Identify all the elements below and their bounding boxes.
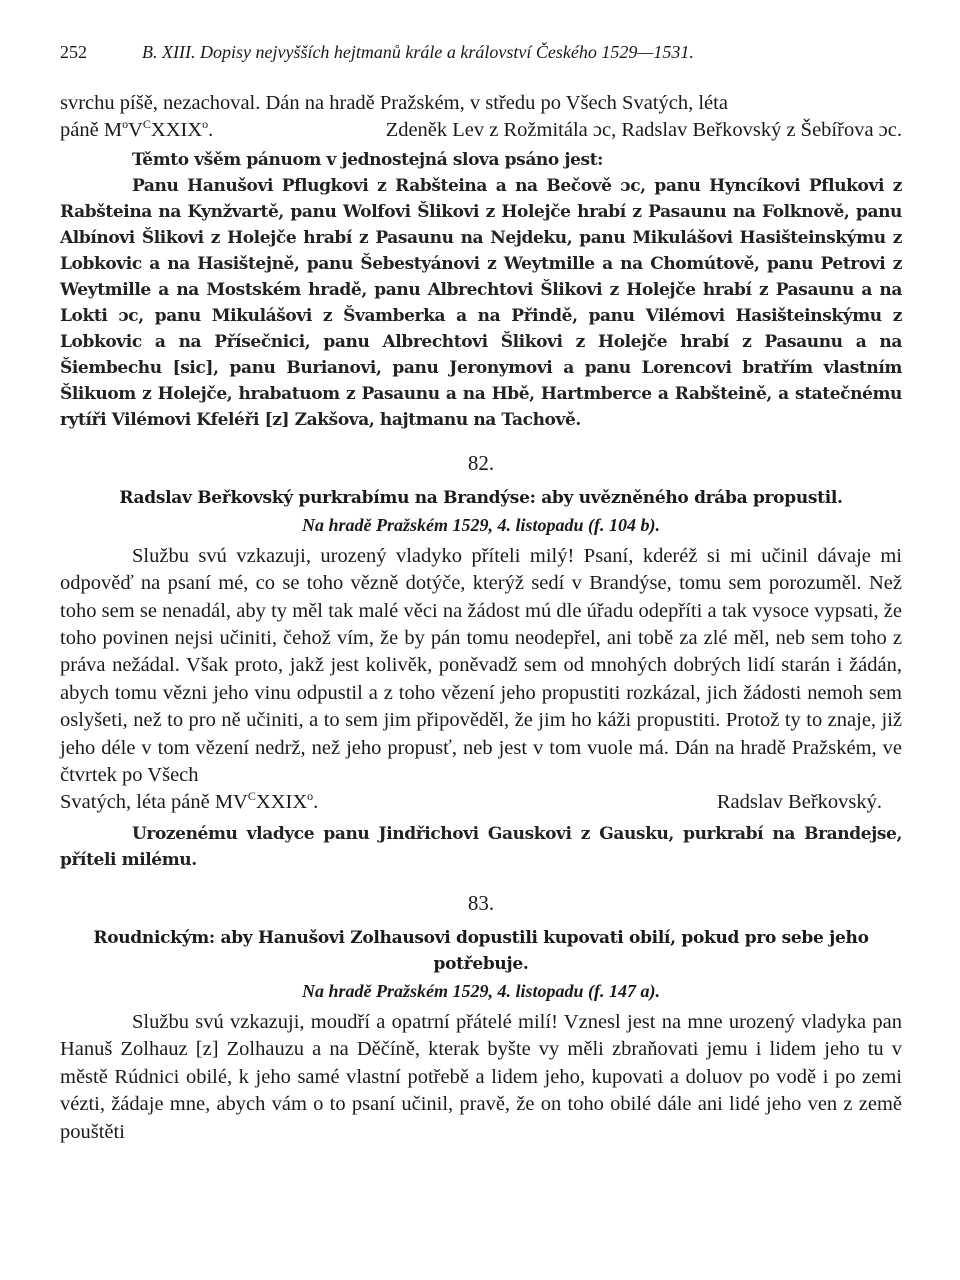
letter-83-number: 83. bbox=[467, 890, 495, 915]
letter-82-address-text: Urozenému vladyce panu Jindřichovi Gauskovi z Gausku, purkrabí na Brandejse, příteli milému. bbox=[60, 823, 902, 870]
page-number: 252 bbox=[60, 42, 87, 62]
letter-82-date-sup: C bbox=[247, 789, 256, 804]
letter-82-closing-line bbox=[60, 789, 902, 816]
letter-83-rubric: Roudnickým: aby Hanušovi Zolhausovi dopustili kupovati obilí, pokud pro sebe jeho potřebuje. bbox=[93, 927, 869, 974]
letter-82-body bbox=[60, 543, 902, 817]
intro-date-sup: o bbox=[122, 117, 129, 132]
address-recipients: Panu Hanušovi Pflugkovi z Rabšteina a na Bečově ɔc, panu Hyncíkovi Pflukovi z Rabšteina na Kynžvartě, panu Wolfovi Šlikovi z Holejče hrabí z Pasaunu na Folknově, panu Albínovi Šlikovi z Holejče hrabí z Pasaunu na Nejdeku, panu Mikulášovi Hasišteinskýmu z Lobkovic a na Hasištejně, panu Šebestyánovi z Weytmille a na Chomútově, panu Petrovi z Weytmille a na Mostském hradě, panu Albrechtovi Šlikovi z Holejče hrabí z Pasaunu a na Lokti ɔc, panu Mikulášovi z Švamberka a na Přindě, panu Vilémovi Hasišteinskýmu z Lobkovic a na Přísečnici, panu Albrechtovi Šlikovi z Holejče hrabí z Pasaunu a na Šiembechu [sic], panu Burianovi, panu Jeronymovi a panu Lorencovi bratřím vlastním Šlikuom z Holejče, hrabatuom z Pasaunu a na Hbě, Hartmberce a Rabšteině, a statečnému rytíři Vilémovi Kfeléři [z] Zakšova, hajtmanu na Tachově. bbox=[60, 175, 902, 430]
intro-date-part: . bbox=[208, 119, 214, 142]
letter-83-text: Službu svú vzkazuji, moudří a opatrní přátelé milí! Vznesl jest na mne urozený vladyka pan Hanuš Zolhauz [z] Zolhauzu a na Děčíně, kterak byšte vy měli zbraňovati jemu i lidem jeho tu v městě Rúdnici obilé, k jeho samé vlastní potřebě a lidem jeho, kupovati a doluov po vodě i po zemi vézti, žádaje mne, abych vám o to psaní učinil, pravě, že on toho obilé dále ani lidé jeho ven z země pouštěti bbox=[60, 1010, 902, 1143]
intro-date-part: V bbox=[128, 119, 143, 142]
address-lead: Těmto všěm pánuom v jednostejná slova psáno jest: bbox=[132, 149, 604, 170]
letter-83-dateline: Na hradě Pražském 1529, 4. listopadu (f. 147 a). bbox=[301, 980, 660, 1001]
letter-82-signature: Radslav Beřkovský. bbox=[716, 791, 882, 814]
letter-82-address bbox=[60, 821, 902, 873]
letter-82-text: Službu svú vzkazuji, urozený vladyko příteli milý! Psaní, kderéž si mi učinil dávaje mi odpověď na psaní mé, co se toho vězně dotýče, kterýž sedí v Brandýse, tomu sem porozuměl. Než toho sem se nenadál, aby ty měl tak malé věci na žádost mú dle úřadu odepříti a tak vysoce vypsati, že toho povinen nejsi učiniti, čehož vím, že by pán tomu neodepřel, ani tobě za zlé měl, neb sem toho z práva nežádal. Však proto, jakž jest kolivěk, poněvadž sem od mnohých dobrých lidí starán i žádán, abych tomu vězni jeho vinu odpustil a z toho vězení jeho propustiti rozkázal, jich žádosti nemoh sem oslyšeti, než to pro ně učiniti, a to sem jim připověděl, že jim ho káži propustiti. Protož ty to znaje, již jeho déle v tom vězení nedrž, než jeho propusť, neb jest v tom vuole má. Dán na hradě Pražském, ve čtvrtek po Všech bbox=[60, 544, 902, 787]
letter-82-dateline: Na hradě Pražském 1529, 4. listopadu (f. 104 b). bbox=[301, 514, 660, 535]
intro-line-1: svrchu píšě, nezachoval. Dán na hradě Pražském, v středu po Všech Svatých, léta bbox=[60, 92, 728, 114]
intro-signatories: Zdeněk Lev z Rožmitála ɔc, Radslav Beřkovský z Šebířova ɔc. bbox=[385, 119, 902, 142]
intro-date-sup: C bbox=[142, 117, 151, 132]
address-block bbox=[60, 147, 902, 433]
letter-82-date-part: XXIX bbox=[255, 791, 308, 814]
intro-line-2 bbox=[60, 117, 902, 144]
letter-83-body bbox=[60, 1009, 902, 1146]
running-title: B. XIII. Dopisy nejvyšších hejtmanů krále a království Českého 1529—1531. bbox=[142, 42, 694, 62]
letter-82-date-part: . bbox=[313, 791, 319, 814]
intro-paragraph bbox=[60, 90, 902, 145]
letter-82-number: 82. bbox=[467, 450, 495, 475]
intro-date-part: XXIX bbox=[150, 119, 203, 142]
letter-82-date bbox=[60, 789, 318, 816]
letter-82-date-part: Svatých, léta páně MV bbox=[60, 791, 248, 814]
intro-date-part: páně M bbox=[60, 119, 123, 142]
letter-82-rubric: Radslav Beřkovský purkrabímu na Brandýse: aby uvězněného drába propustil. bbox=[119, 487, 843, 508]
intro-date bbox=[60, 117, 213, 144]
intro-date-sup: o bbox=[202, 117, 209, 132]
letter-82-date-sup: o bbox=[307, 789, 314, 804]
running-header bbox=[60, 40, 902, 64]
